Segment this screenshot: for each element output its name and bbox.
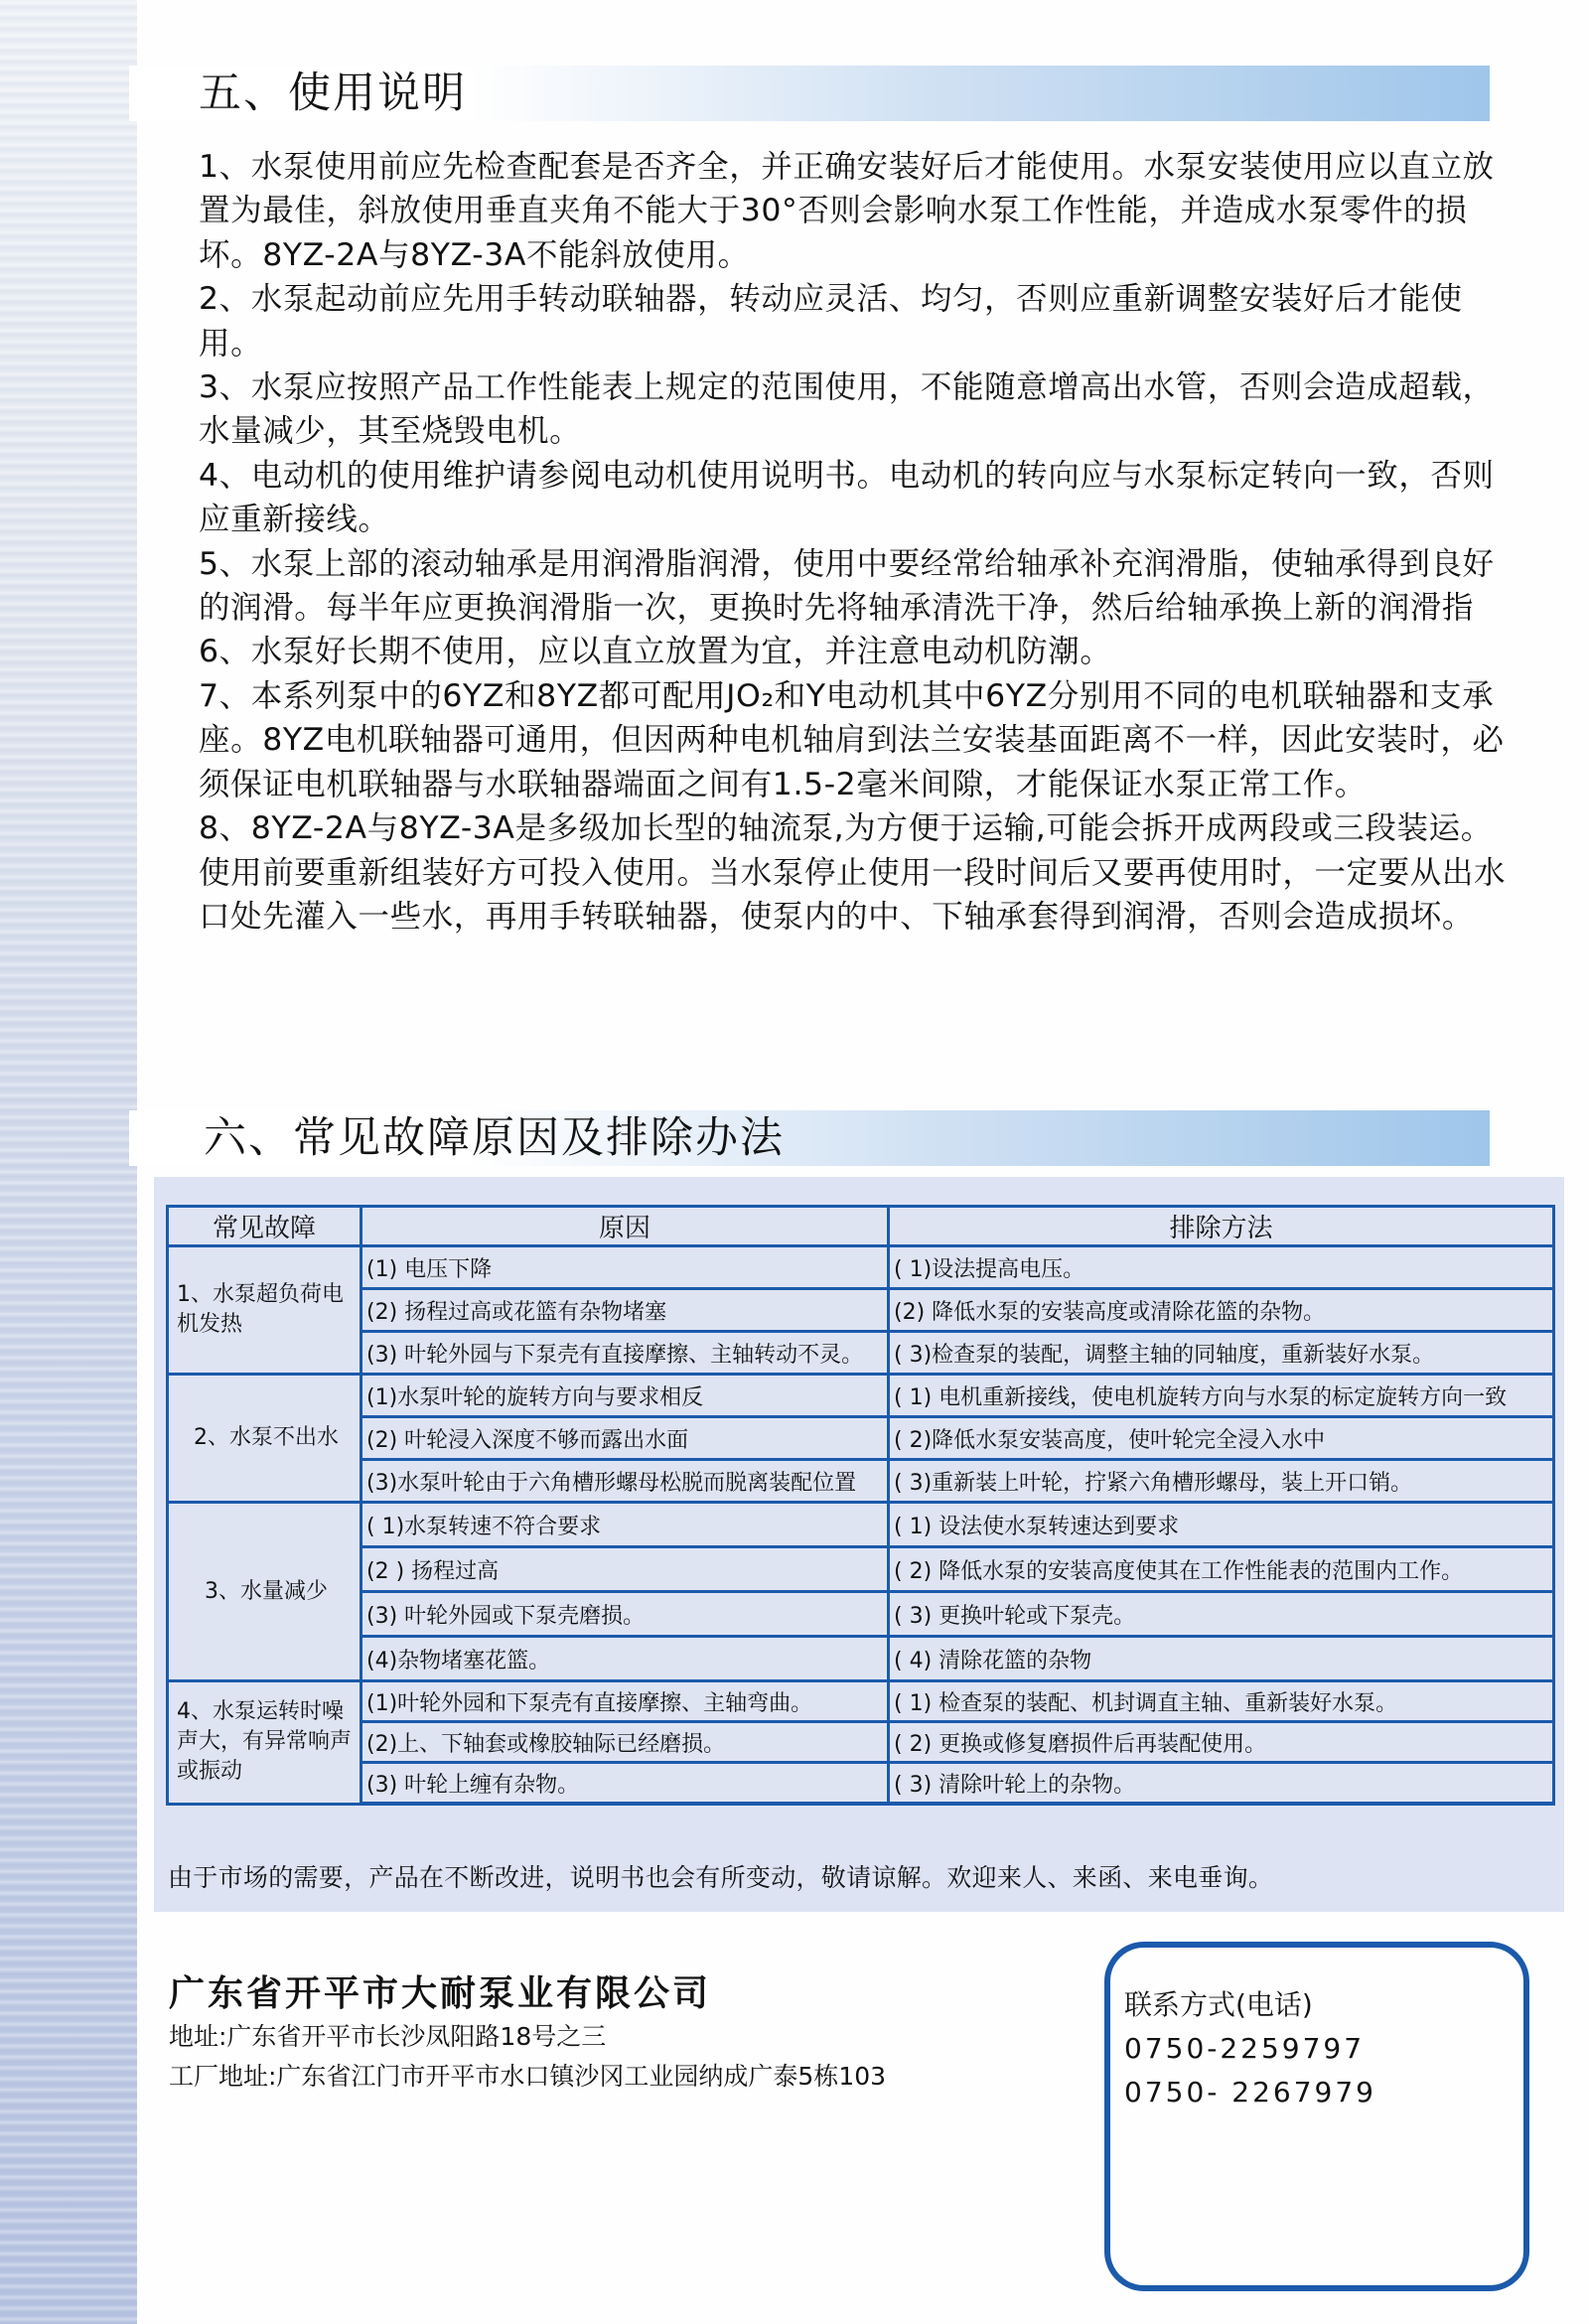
usage-item-1: 1、水泵使用前应先检查配套是否齐全，并正确安装好后才能使用。水泵安装使用应以直立放置为最佳，斜放使用垂直夹角不能大于30°否则会影响水泵工作性能，并造成水泵零件的损坏。8YZ-2A与8YZ-3A不能斜放使用。 bbox=[199, 149, 1495, 273]
remedy-cell: ( 1) 检查泵的装配、机封调直主轴、重新装好水泵。 bbox=[889, 1681, 1554, 1722]
contact-label: 联系方式(电话) bbox=[1124, 1988, 1313, 2021]
usage-item-5: 5、水泵上部的滚动轴承是用润滑脂润滑，使用中要经常给轴承补充润滑脂，使轴承得到良好的润滑。每半年应更换润滑脂一次，更换时先将轴承清洗干净，然后给轴承换上新的润滑指 bbox=[199, 545, 1495, 627]
cause-cell: (3) 叶轮上缠有杂物。 bbox=[361, 1763, 889, 1805]
cause-cell: (2 ) 扬程过高 bbox=[361, 1547, 889, 1592]
table-row bbox=[168, 1547, 1554, 1592]
remedy-cell: ( 1) 电机重新接线，使电机旋转方向与水泵的标定旋转方向一致 bbox=[889, 1375, 1554, 1417]
section-title-usage: 五、使用说明 bbox=[199, 69, 467, 118]
cause-cell: (1)叶轮外园和下泵壳有直接摩擦、主轴弯曲。 bbox=[361, 1681, 889, 1722]
contact-box bbox=[1104, 1942, 1529, 2291]
remedy-cell: ( 2) 更换或修复磨损件后再装配使用。 bbox=[889, 1722, 1554, 1763]
usage-item-3: 3、水泵应按照产品工作性能表上规定的范围使用，不能随意增高出水管，否则会造成超载，水量减少，其至烧毁电机。 bbox=[199, 369, 1495, 450]
cause-cell: (3) 叶轮外园与下泵壳有直接摩擦、主轴转动不灵。 bbox=[361, 1332, 889, 1375]
usage-item-8: 8、8YZ-2A与8YZ-3A是多级加长型的轴流泵,为方便于运输,可能会拆开成两段或三段装运。使用前要重新组装好方可投入使用。当水泵停止使用一段时间后又要再使用时，一定要从出水口处先灌入一些水，再用手转联轴器，使泵内的中、下轴承套得到润滑，否则会造成损坏。 bbox=[199, 810, 1507, 935]
company-info bbox=[169, 1971, 886, 2097]
section-header-usage bbox=[129, 66, 1490, 121]
section-title-troubleshooting: 六、常见故障原因及排除办法 bbox=[204, 1113, 785, 1163]
troubleshooting-table bbox=[166, 1205, 1555, 1806]
usage-instructions bbox=[199, 145, 1510, 939]
usage-item-2: 2、水泵起动前应先用手转动联轴器，转动应灵活、均匀，否则应重新调整安装好后才能使用。 bbox=[199, 281, 1463, 362]
remedy-cell: ( 1) 设法使水泵转速达到要求 bbox=[889, 1503, 1554, 1547]
phone-number: 0750-2259797 bbox=[1124, 2032, 1366, 2065]
cause-cell: (2)上、下轴套或橡胶轴际已经磨损。 bbox=[361, 1722, 889, 1763]
table-row bbox=[168, 1681, 1554, 1722]
table-row bbox=[168, 1763, 1554, 1805]
remedy-cell: ( 3) 更换叶轮或下泵壳。 bbox=[889, 1592, 1554, 1637]
table-row bbox=[168, 1592, 1554, 1637]
table-row bbox=[168, 1722, 1554, 1763]
cause-cell: (1) 电压下降 bbox=[361, 1246, 889, 1289]
table-row bbox=[168, 1417, 1554, 1460]
remedy-cell: ( 1)设法提高电压。 bbox=[889, 1246, 1554, 1289]
fault-cell: 4、水泵运转时噪声大，有异常响声或振动 bbox=[168, 1681, 361, 1805]
decorative-side-strip bbox=[0, 0, 137, 2324]
table-row bbox=[168, 1460, 1554, 1503]
cause-cell: ( 1)水泵转速不符合要求 bbox=[361, 1503, 889, 1547]
cause-cell: (2) 扬程过高或花篮有杂物堵塞 bbox=[361, 1289, 889, 1332]
section-header-troubleshooting bbox=[129, 1110, 1490, 1166]
table-row bbox=[168, 1503, 1554, 1547]
fault-cell: 2、水泵不出水 bbox=[168, 1375, 361, 1503]
remedy-cell: ( 4) 清除花篮的杂物 bbox=[889, 1637, 1554, 1681]
column-header-remedy: 排除方法 bbox=[889, 1207, 1554, 1246]
usage-item-7: 7、本系列泵中的6YZ和8YZ都可配用JO₂和Y电动机其中6YZ分别用不同的电机联轴器和支承座。8YZ电机联轴器可通用，但因两种电机轴肩到法兰安装基面距离不一样，因此安装时，必须保证电机联轴器与水联轴器端面之间有1.5-2毫米间隙，才能保证水泵正常工作。 bbox=[199, 677, 1505, 802]
table-row bbox=[168, 1332, 1554, 1375]
remedy-cell: (2) 降低水泵的安装高度或清除花篮的杂物。 bbox=[889, 1289, 1554, 1332]
table-row bbox=[168, 1289, 1554, 1332]
cause-cell: (3)水泵叶轮由于六角槽形螺母松脱而脱离装配位置 bbox=[361, 1460, 889, 1503]
factory-address: 工厂地址:广东省江门市开平市水口镇沙冈工业园纳成广泰5栋103 bbox=[169, 2062, 887, 2091]
cause-cell: (1)水泵叶轮的旋转方向与要求相反 bbox=[361, 1375, 889, 1417]
remedy-cell: ( 3)重新装上叶轮，拧紧六角槽形螺母，装上开口销。 bbox=[889, 1460, 1554, 1503]
fault-cell: 3、水量减少 bbox=[168, 1503, 361, 1681]
cause-cell: (2) 叶轮浸入深度不够而露出水面 bbox=[361, 1417, 889, 1460]
remedy-cell: ( 2) 降低水泵的安装高度使其在工作性能表的范围内工作。 bbox=[889, 1547, 1554, 1592]
cause-cell: (4)杂物堵塞花篮。 bbox=[361, 1637, 889, 1681]
usage-item-6: 6、水泵好长期不使用，应以直立放置为宜，并注意电动机防潮。 bbox=[199, 634, 1112, 670]
remedy-cell: ( 3) 清除叶轮上的杂物。 bbox=[889, 1763, 1554, 1805]
remedy-cell: ( 2)降低水泵安装高度，使叶轮完全浸入水中 bbox=[889, 1417, 1554, 1460]
notice-text: 由于市场的需要，产品在不断改进，说明书也会有所变动，敬请谅解。欢迎来人、来函、来电垂询。 bbox=[168, 1863, 1274, 1892]
table-row bbox=[168, 1375, 1554, 1417]
phone-number: 0750- 2267979 bbox=[1124, 2076, 1376, 2108]
table-row bbox=[168, 1637, 1554, 1681]
troubleshooting-panel bbox=[154, 1177, 1564, 1912]
cause-cell: (3) 叶轮外园或下泵壳磨损。 bbox=[361, 1592, 889, 1637]
company-address: 地址:广东省开平市长沙凤阳路18号之三 bbox=[169, 2022, 607, 2051]
table-row bbox=[168, 1246, 1554, 1289]
fault-cell: 1、水泵超负荷电机发热 bbox=[168, 1246, 361, 1375]
remedy-cell: ( 3)检查泵的装配，调整主轴的同轴度，重新装好水泵。 bbox=[889, 1332, 1554, 1375]
table-header-row bbox=[168, 1207, 1554, 1246]
column-header-cause: 原因 bbox=[361, 1207, 889, 1246]
column-header-fault: 常见故障 bbox=[168, 1207, 361, 1246]
usage-item-4: 4、电动机的使用维护请参阅电动机使用说明书。电动机的转向应与水泵标定转向一致，否则应重新接线。 bbox=[199, 457, 1495, 538]
company-name: 广东省开平市大耐泵业有限公司 bbox=[169, 1973, 712, 2014]
